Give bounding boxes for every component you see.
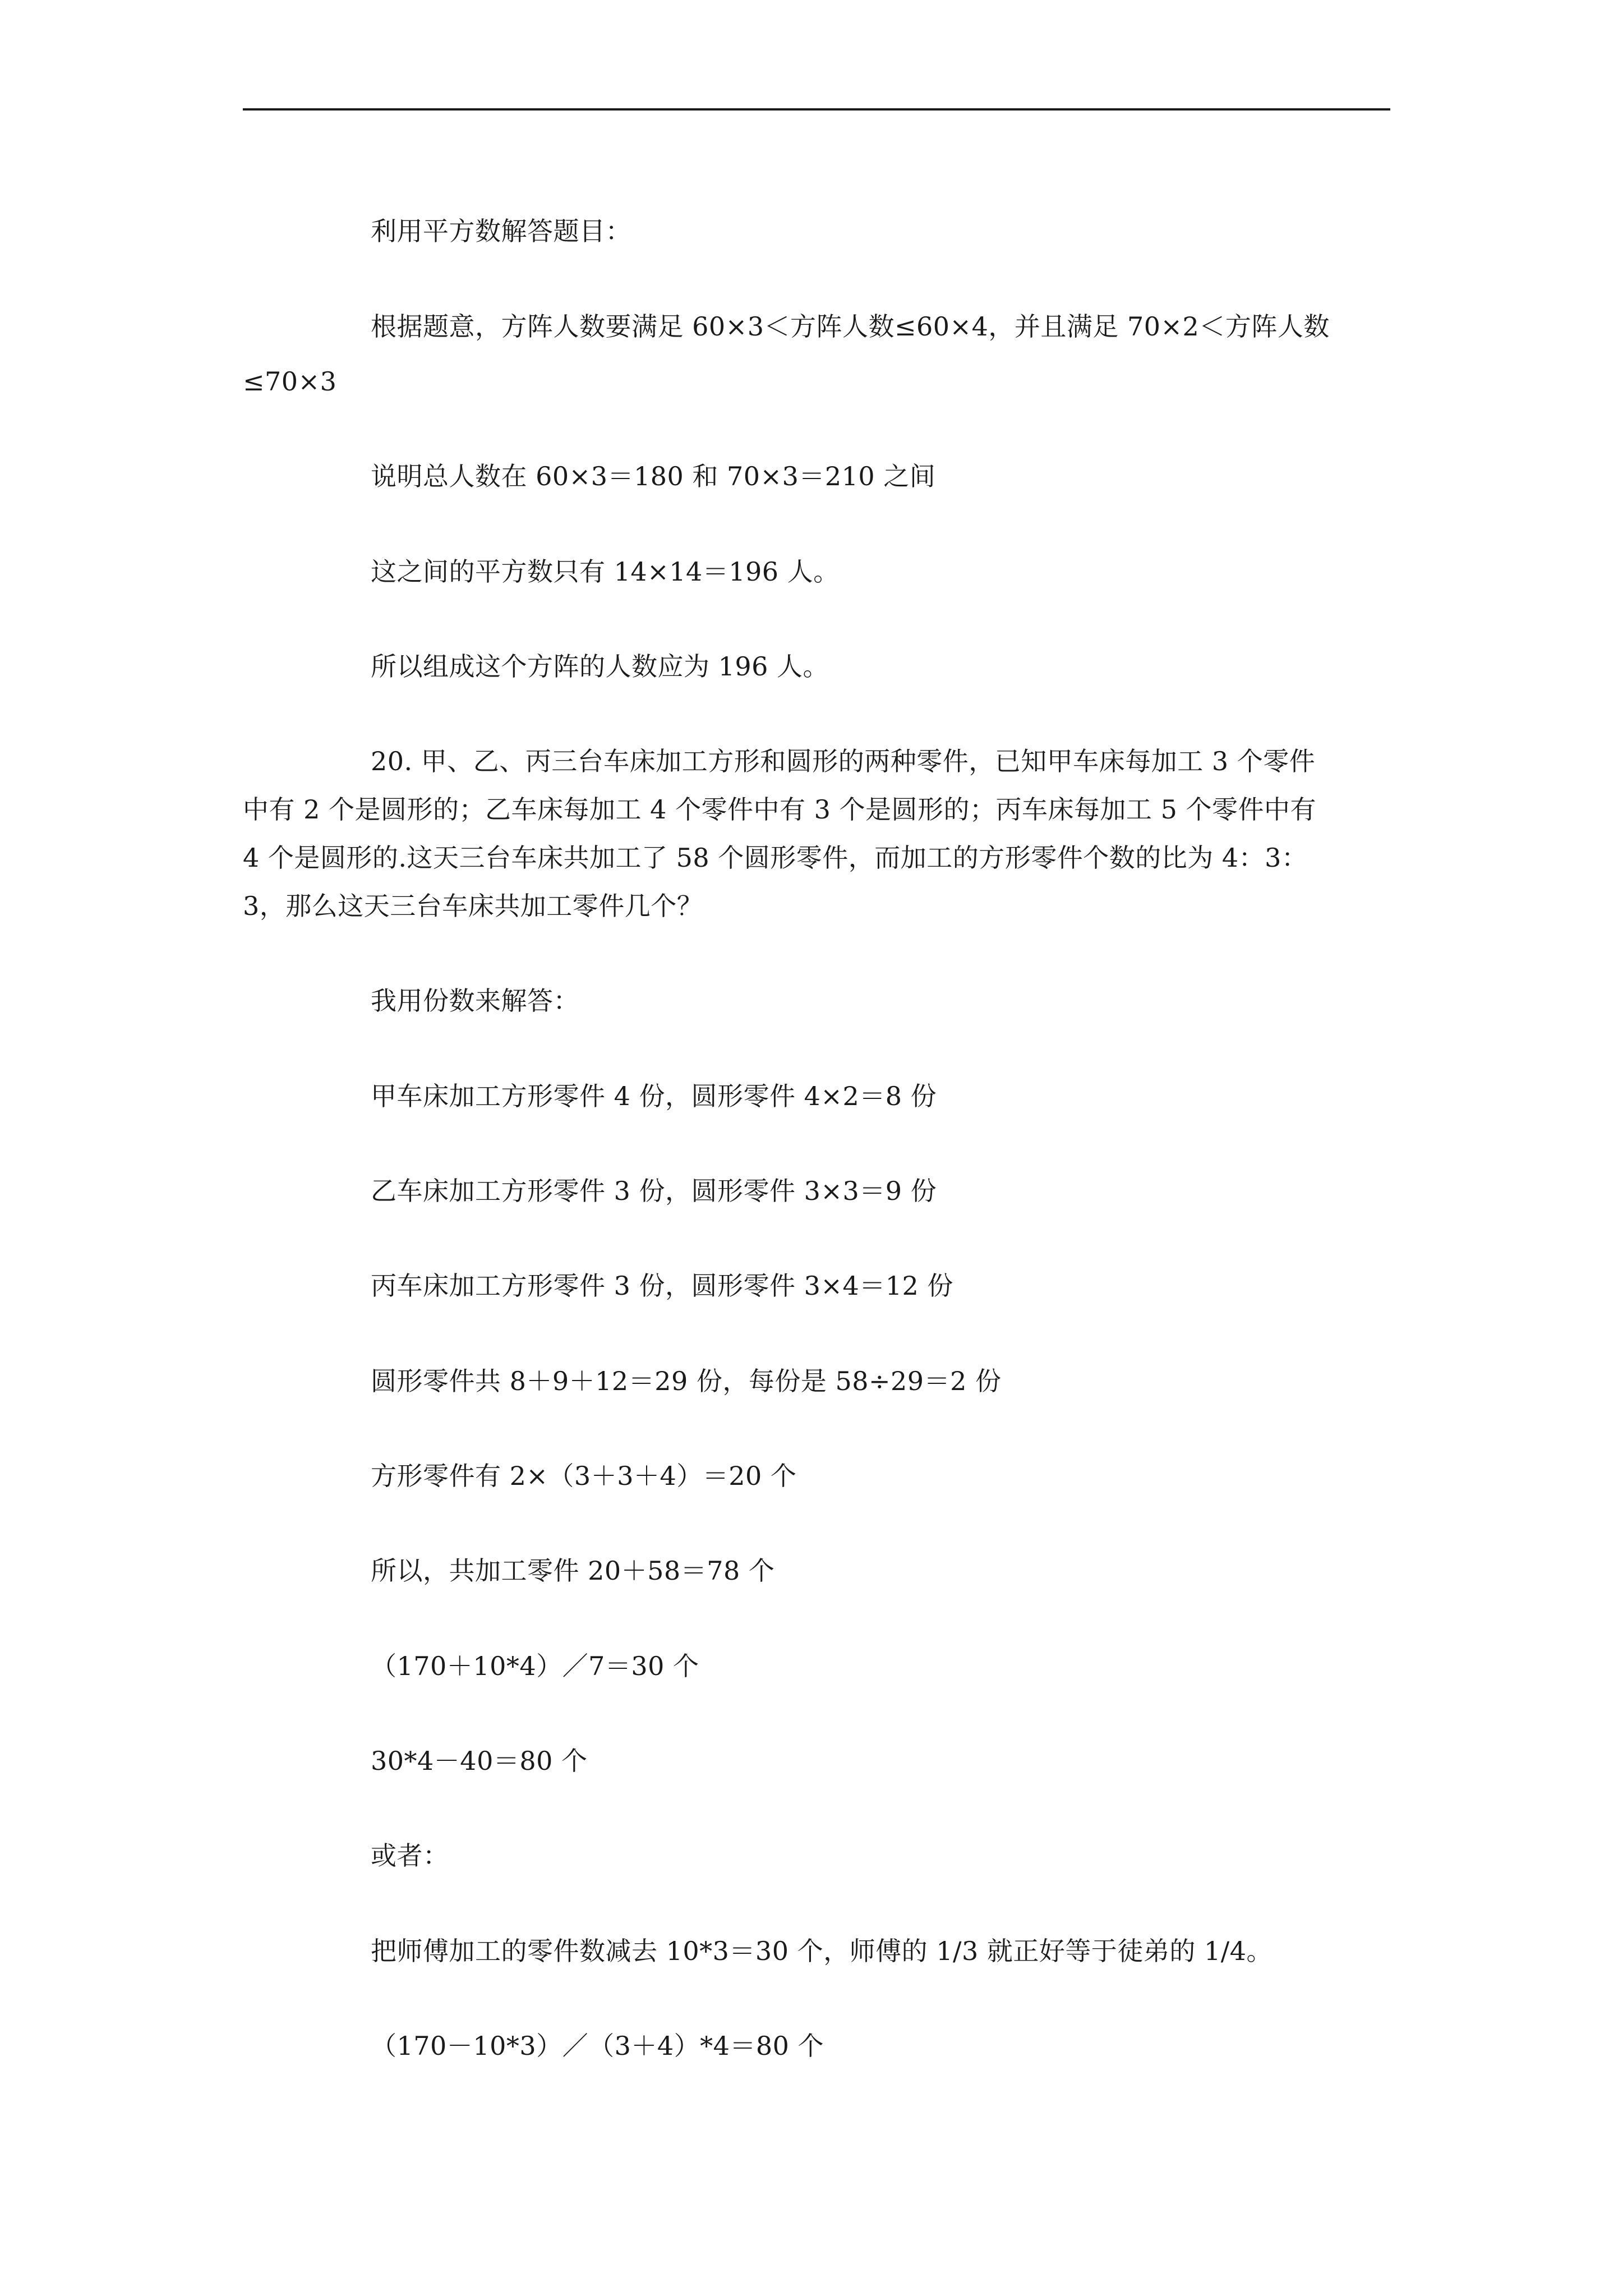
text-line-19: 30*4－40＝80 个 [371, 1746, 588, 1776]
text-line-21: 把师傅加工的零件数减去 10*3＝30 个，师傅的 1/3 就正好等于徒弟的 1/4。 [371, 1936, 1273, 1966]
text-line-13: 乙车床加工方形零件 3 份，圆形零件 3×3＝9 份 [371, 1176, 937, 1206]
text-line-20: 或者： [371, 1841, 449, 1871]
text-line-6: 所以组成这个方阵的人数应为 196 人。 [371, 651, 829, 682]
text-line-2: 根据题意，方阵人数要满足 60×3＜方阵人数≤60×4，并且满足 70×2＜方阵人数 [371, 311, 1330, 342]
text-line-4: 说明总人数在 60×3＝180 和 70×3＝210 之间 [371, 461, 936, 491]
text-line-22: （170－10*3）／（3＋4）*4＝80 个 [371, 2031, 824, 2061]
header-rule [243, 108, 1390, 111]
text-line-3: ≤70×3 [243, 366, 337, 397]
text-line-9: 4 个是圆形的.这天三台车床共加工了 58 个圆形零件，而加工的方形零件个数的比为 4：3： [243, 843, 1308, 873]
text-line-10: 3，那么这天三台车床共加工零件几个？ [243, 891, 703, 921]
text-line-11: 我用份数来解答： [371, 986, 579, 1016]
text-line-18: （170＋10*4）／7＝30 个 [371, 1651, 699, 1681]
text-line-15: 圆形零件共 8＋9＋12＝29 份，每份是 58÷29＝2 份 [371, 1366, 1002, 1396]
text-line-14: 丙车床加工方形零件 3 份，圆形零件 3×4＝12 份 [371, 1271, 953, 1301]
text-line-5: 这之间的平方数只有 14×14＝196 人。 [371, 556, 840, 587]
text-line-12: 甲车床加工方形零件 4 份，圆形零件 4×2＝8 份 [371, 1081, 937, 1111]
text-line-17: 所以，共加工零件 20＋58＝78 个 [371, 1556, 775, 1586]
text-line-8: 中有 2 个是圆形的；乙车床每加工 4 个零件中有 3 个是圆形的；丙车床每加工 5 个零件中有 [243, 794, 1317, 825]
text-line-7: 20. 甲、乙、丙三台车床加工方形和圆形的两种零件，已知甲车床每加工 3 个零件 [371, 746, 1316, 776]
text-line-16: 方形零件有 2×（3＋3＋4）＝20 个 [371, 1461, 797, 1491]
text-line-1: 利用平方数解答题目： [371, 216, 631, 246]
